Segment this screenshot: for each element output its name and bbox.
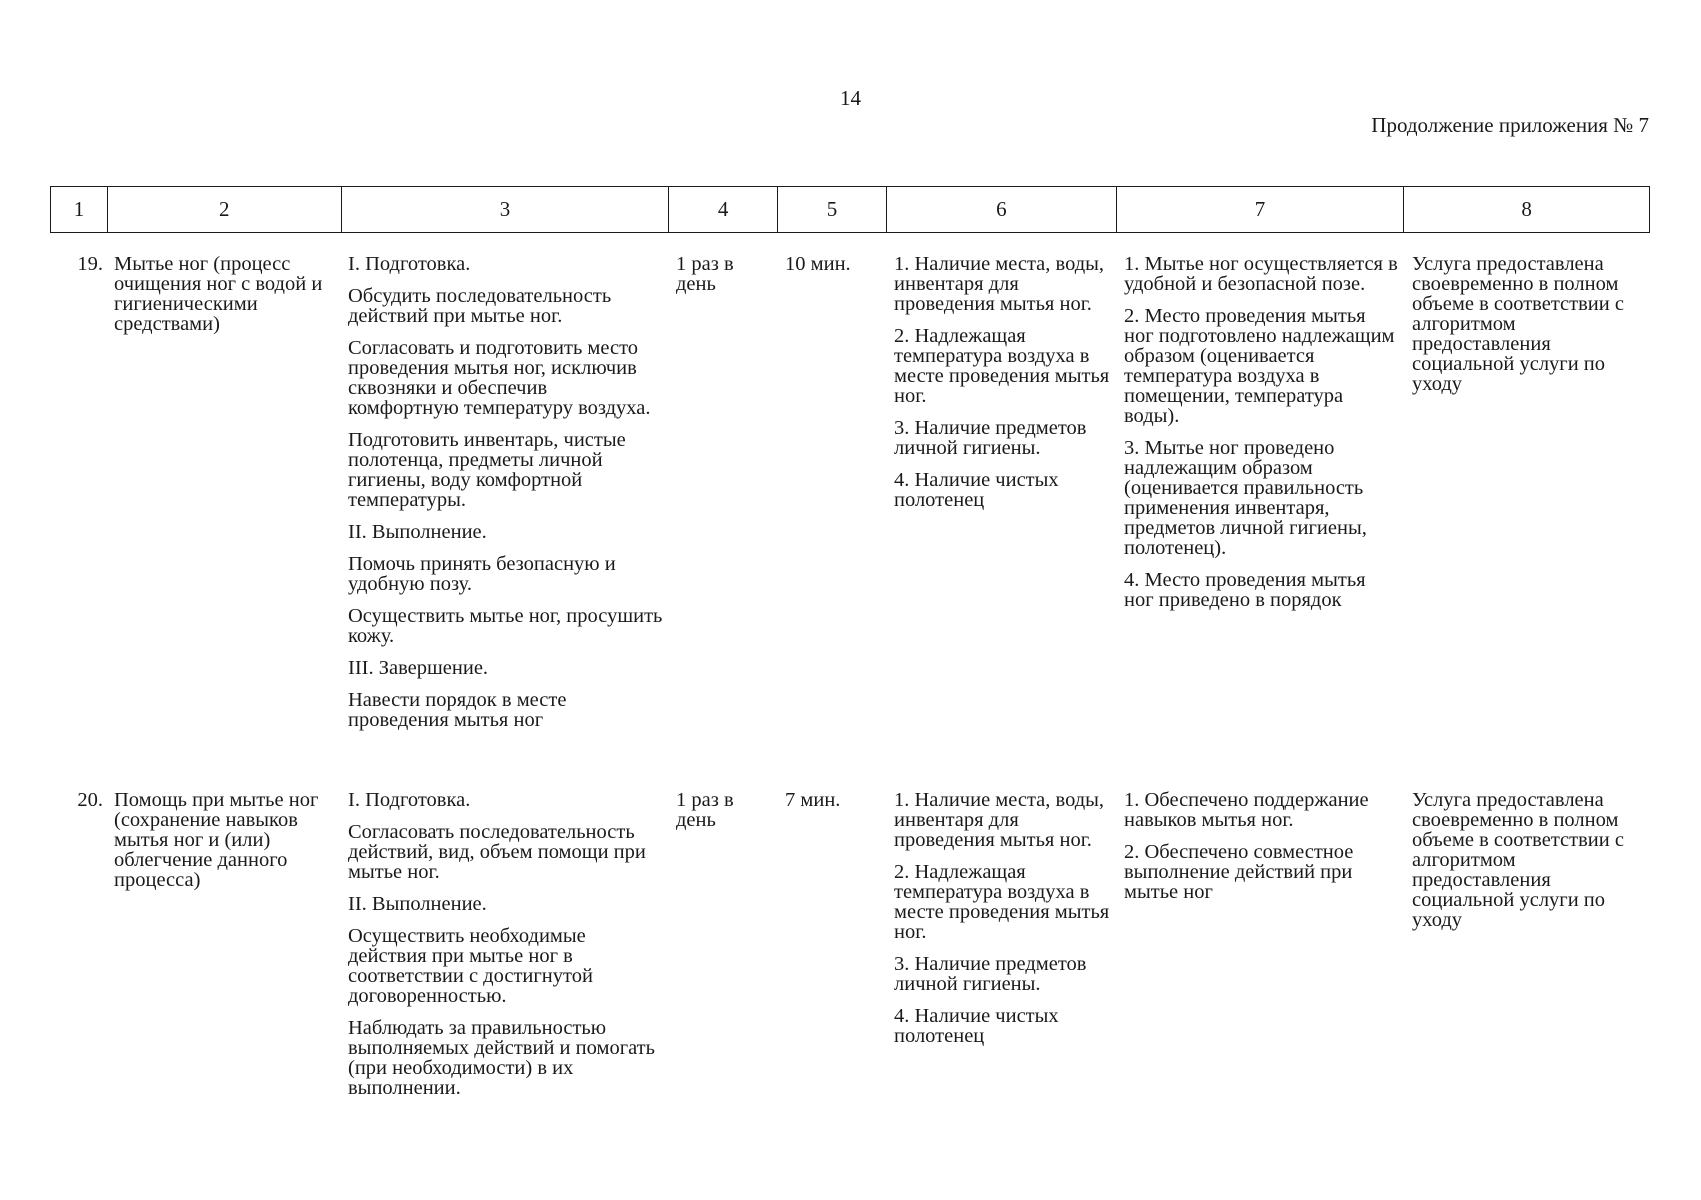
action-step: I. Подготовка. [348, 789, 471, 811]
continuation-title: Продолжение приложения № 7 [1371, 113, 1649, 137]
header-col-5: 5 [778, 187, 887, 232]
frequency: 1 раз в день [676, 253, 734, 295]
conditions [887, 254, 1117, 730]
action-step: Подготовить инвентарь, чистые полотенца, предметы личной гигиены, воду комфортной температуры. [348, 429, 626, 511]
page-number: 14 [840, 86, 861, 110]
header-col-1: 1 [51, 187, 108, 232]
condition-item: 1. Наличие места, воды, инвентаря для проведения мытья ног. [894, 253, 1105, 315]
action-step: II. Выполнение. [348, 893, 487, 915]
condition-item: 2. Надлежащая температура воздуха в месте проведения мытья ног. [894, 861, 1110, 943]
action-step: Обсудить последовательность действий при мытье ног. [348, 285, 612, 327]
evaluation: Услуга предоставлена своевременно в полном объеме в соответствии с алгоритмом предоставления социальной услуги по уходу [1412, 253, 1624, 395]
results [1117, 254, 1405, 730]
row-number: 19. [77, 253, 103, 275]
action-step: Осуществить мытье ног, просушить кожу. [348, 605, 663, 647]
table-row [50, 790, 1650, 1098]
table-row [50, 254, 1650, 730]
row-number: 20. [77, 789, 103, 811]
duration: 7 мин. [785, 789, 841, 811]
action-step: Наблюдать за правильностью выполняемых действий и помогать (при необходимости) в их выполнении. [348, 1017, 655, 1099]
result-item: 4. Место проведения мытья ног приведено в порядок [1124, 569, 1366, 611]
condition-item: 2. Надлежащая температура воздуха в месте проведения мытья ног. [894, 325, 1110, 407]
condition-item: 3. Наличие предметов личной гигиены. [894, 953, 1087, 995]
action-step: Навести порядок в месте проведения мытья ног [348, 689, 567, 731]
action-step: Осуществить необходимые действия при мытье ног в соответствии с достигнутой договоренностью. [348, 925, 593, 1007]
condition-item: 1. Наличие места, воды, инвентаря для проведения мытья ног. [894, 789, 1105, 851]
service-actions [341, 254, 669, 730]
header-col-8: 8 [1521, 197, 1532, 221]
result-item: 1. Мытье ног осуществляется в удобной и безопасной позе. [1124, 253, 1398, 295]
header-col-6: 6 [887, 187, 1117, 232]
conditions [887, 790, 1117, 1098]
condition-item: 3. Наличие предметов личной гигиены. [894, 417, 1087, 459]
result-item: 2. Обеспечено совместное выполнение действий при мытье ног [1124, 841, 1354, 903]
action-step: II. Выполнение. [348, 521, 487, 543]
condition-item: 4. Наличие чистых полотенец [894, 1005, 1059, 1047]
action-step: III. Завершение. [348, 657, 489, 679]
action-step: Согласовать и подготовить место проведения мытья ног, исключив сквозняки и обеспечив комфортную температуру воздуха. [348, 337, 651, 419]
results [1117, 790, 1405, 1098]
header-col-4: 4 [669, 187, 778, 232]
result-item: 2. Место проведения мытья ног подготовлено надлежащим образом (оценивается температура воздуха в помещении, температура воды). [1124, 305, 1395, 427]
service-actions [341, 790, 669, 1098]
table-header [50, 186, 1650, 233]
condition-item: 4. Наличие чистых полотенец [894, 469, 1059, 511]
action-step: Помочь принять безопасную и удобную позу. [348, 553, 616, 595]
action-step: Согласовать последовательность действий, вид, объем помощи при мытье ног. [348, 821, 646, 883]
duration: 10 мин. [785, 253, 851, 275]
result-item: 1. Обеспечено поддержание навыков мытья ног. [1124, 789, 1369, 831]
header-col-7: 7 [1117, 187, 1405, 232]
evaluation: Услуга предоставлена своевременно в полном объеме в соответствии с алгоритмом предоставления социальной услуги по уходу [1412, 789, 1624, 931]
result-item: 3. Мытье ног проведено надлежащим образом (оценивается правильность применения инвентаря, предметов личной гигиены, полотенец). [1124, 437, 1367, 559]
service-name: Мытье ног (процесс очищения ног с водой и гигиеническими средствами) [114, 253, 323, 335]
service-name: Помощь при мытье ног (сохранение навыков мытья ног и (или) облегчение данного процесса) [114, 789, 319, 891]
header-col-3: 3 [342, 187, 670, 232]
frequency: 1 раз в день [676, 789, 734, 831]
header-col-2: 2 [108, 187, 342, 232]
action-step: I. Подготовка. [348, 253, 471, 275]
